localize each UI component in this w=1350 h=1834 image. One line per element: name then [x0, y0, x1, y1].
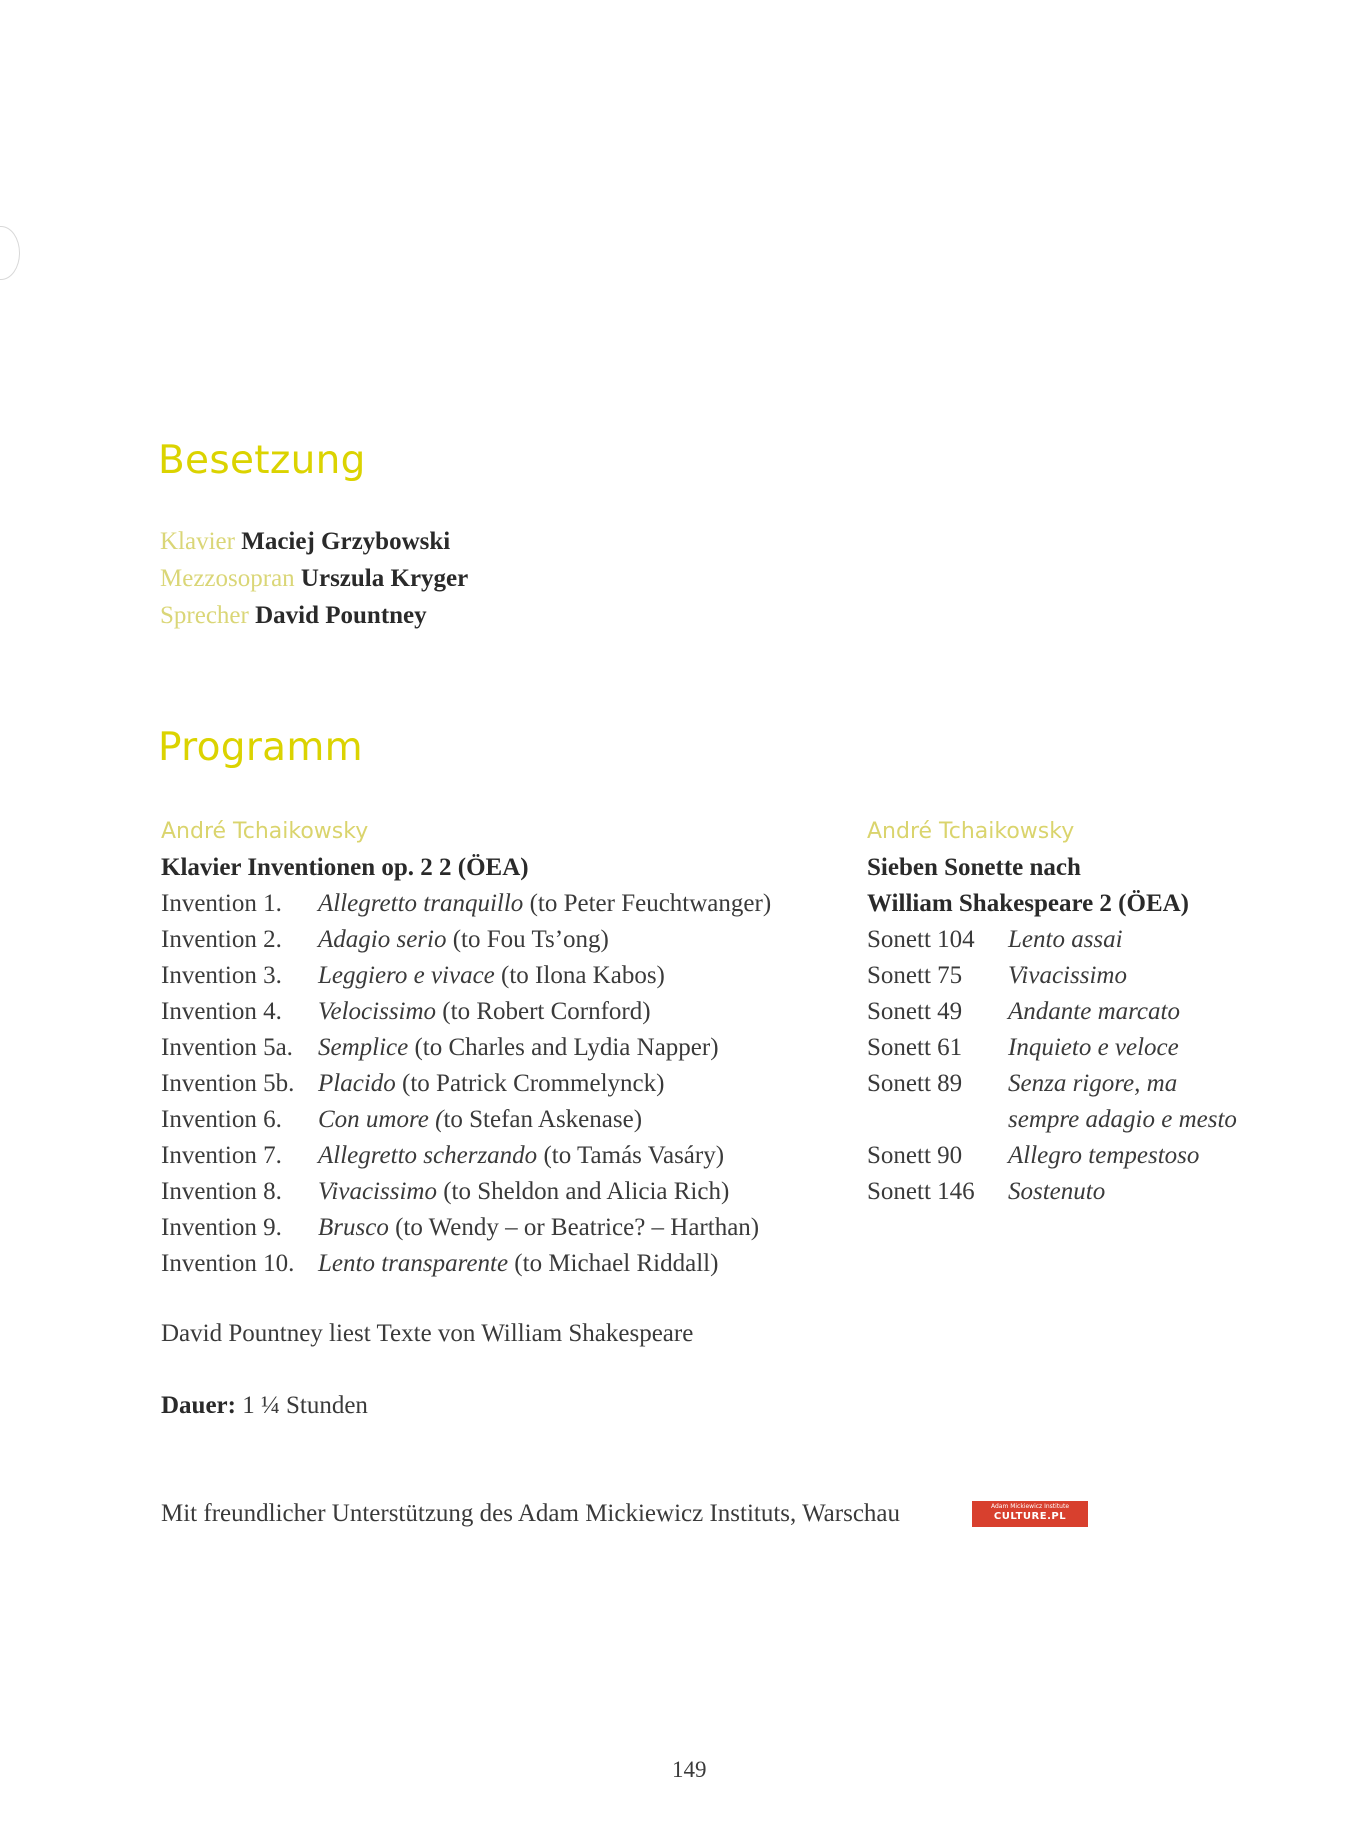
item-tempo: Lento transparente [318, 1250, 509, 1277]
duration-value: 1 ¼ Stunden [242, 1392, 368, 1419]
support-note: Mit freundlicher Unterstützung des Adam Mickiewicz Instituts, Warschau [161, 1500, 901, 1527]
cast-name: David Pountney [255, 602, 427, 629]
logo-line1: Adam Mickiewicz Institute [990, 1503, 1070, 1510]
list-item [867, 1138, 1287, 1174]
item-tempo: Sostenuto [1008, 1178, 1106, 1205]
item-tempo: Velocissimo [318, 998, 437, 1025]
cast-row [160, 523, 468, 560]
list-item [867, 922, 1287, 958]
composer-name: André Tchaikowsky [161, 819, 369, 844]
item-label: Invention 5a. [161, 1034, 293, 1061]
list-item [161, 1030, 811, 1066]
invention-list [161, 886, 811, 1282]
item-dedication: (to Michael Riddall) [508, 1250, 719, 1277]
list-item [161, 1138, 811, 1174]
list-item [161, 1246, 811, 1282]
list-item [161, 922, 811, 958]
item-tempo: Inquieto e veloce [1008, 1034, 1179, 1061]
item-dedication: (to Patrick Crommelynck) [395, 1070, 665, 1097]
item-label: Sonett 89 [867, 1070, 963, 1097]
item-dedication: (to Tamás Vasáry) [537, 1142, 725, 1169]
item-tempo: Con umore ( [318, 1106, 444, 1133]
list-item [867, 1174, 1287, 1210]
cast-name: Maciej Grzybowski [241, 528, 451, 555]
list-item [161, 1210, 811, 1246]
list-item [161, 958, 811, 994]
item-label: Invention 3. [161, 962, 282, 989]
item-tempo: Allegro tempestoso [1008, 1142, 1200, 1169]
culture-pl-logo [972, 1501, 1088, 1527]
item-tempo: Lento assai [1008, 926, 1123, 953]
item-tempo: Semplice [318, 1034, 409, 1061]
item-tempo: Vivacissimo [1008, 962, 1127, 989]
item-dedication: (to Charles and Lydia Napper) [408, 1034, 719, 1061]
duration-label: Dauer: [161, 1392, 236, 1419]
page-edge-mark [0, 226, 20, 280]
item-tempo: Brusco [318, 1214, 389, 1241]
page-number: 149 [672, 1757, 707, 1782]
program-right-column [867, 817, 1287, 1210]
list-item [867, 994, 1287, 1030]
item-tempo: Allegretto scherzando [318, 1142, 538, 1169]
item-dedication: (to Sheldon and Alicia Rich) [436, 1178, 730, 1205]
item-label: Sonett 61 [867, 1034, 963, 1061]
list-item [161, 1174, 811, 1210]
item-tempo: Placido [318, 1070, 396, 1097]
list-item [161, 1102, 811, 1138]
item-label: Invention 10. [161, 1250, 295, 1277]
item-label: Sonett 49 [867, 998, 963, 1025]
work-title-line2: William Shakespeare 2 (ÖEA) [867, 890, 1190, 917]
cast-name: Urszula Kryger [300, 565, 469, 592]
program-heading: Programm [158, 725, 363, 770]
list-item [161, 1066, 811, 1102]
cast-row [160, 597, 468, 634]
item-dedication: (to Ilona Kabos) [494, 962, 665, 989]
program-left-column [161, 817, 811, 1282]
composer-name: André Tchaikowsky [867, 819, 1075, 844]
item-label: Invention 4. [161, 998, 282, 1025]
reading-note: David Pountney liest Texte von William Shakespeare [161, 1320, 694, 1347]
list-item [867, 1066, 1287, 1138]
item-tempo: Adagio serio [318, 926, 447, 953]
item-label: Invention 2. [161, 926, 282, 953]
cast-list [160, 523, 468, 634]
item-label: Invention 8. [161, 1178, 282, 1205]
logo-line2: CULTURE.PL [993, 1511, 1067, 1522]
cast-role: Mezzosopran [160, 565, 295, 592]
list-item [161, 994, 811, 1030]
cast-role: Sprecher [160, 602, 249, 629]
item-dedication: (to Fou Ts’ong) [446, 926, 609, 953]
item-tempo: Leggiero e vivace [318, 962, 495, 989]
item-label: Invention 6. [161, 1106, 282, 1133]
item-tempo: Andante marcato [1008, 998, 1180, 1025]
list-item [867, 1030, 1287, 1066]
item-label: Invention 5b. [161, 1070, 295, 1097]
list-item [867, 958, 1287, 994]
cast-row [160, 560, 468, 597]
item-dedication: (to Wendy – or Beatrice? – Harthan) [388, 1214, 760, 1241]
item-label: Sonett 146 [867, 1178, 975, 1205]
sonnet-list [867, 922, 1287, 1210]
item-label: Sonett 90 [867, 1142, 963, 1169]
item-label: Invention 9. [161, 1214, 282, 1241]
work-title-line1: Sieben Sonette nach [867, 854, 1081, 881]
item-label: Invention 1. [161, 890, 282, 917]
item-label: Invention 7. [161, 1142, 282, 1169]
item-dedication: (to Peter Feuchtwanger) [523, 890, 772, 917]
cast-role: Klavier [160, 528, 235, 555]
item-tempo: Vivacissimo [318, 1178, 437, 1205]
item-tempo-line2: sempre adagio e mesto [1008, 1106, 1237, 1133]
work-title: Klavier Inventionen op. 2 2 (ÖEA) [161, 854, 529, 881]
item-tempo-line1: Senza rigore, ma [1008, 1070, 1178, 1097]
item-label: Sonett 104 [867, 926, 975, 953]
item-label: Sonett 75 [867, 962, 963, 989]
list-item [161, 886, 811, 922]
item-dedication: to Stefan Askenase) [443, 1106, 643, 1133]
item-dedication: (to Robert Cornford) [436, 998, 651, 1025]
cast-heading: Besetzung [158, 438, 366, 483]
item-tempo: Allegretto tranquillo [318, 890, 524, 917]
item-tempo [1008, 1066, 1237, 1138]
duration [161, 1392, 368, 1420]
